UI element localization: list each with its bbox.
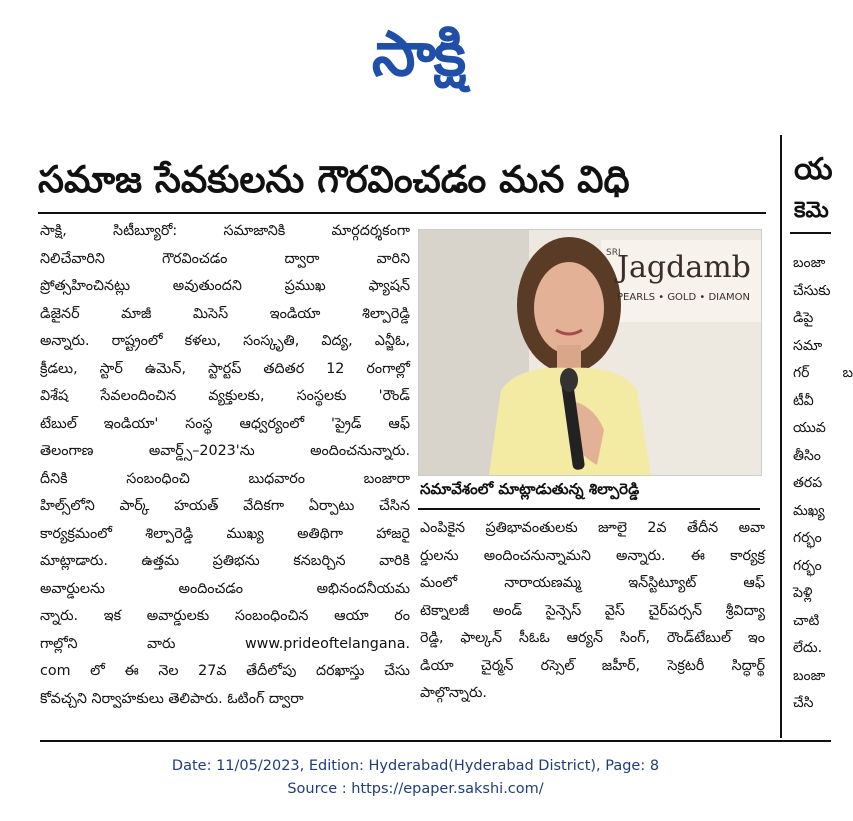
- text-line: మంలో నారాయణమ్మ ఇన్‌స్టిట్యూట్ ఆఫ్: [420, 575, 765, 591]
- text-line: పాల్గొన్నారు.: [420, 685, 487, 701]
- text-line: బంజా: [793, 255, 826, 271]
- text-line: బంజా: [793, 667, 826, 684]
- text-line: కోవచ్చని నిర్వాహకులు తెలిపారు. ఓటింగ్ ద్వారా: [40, 690, 304, 707]
- text-line: కార్యక్రమంలో శిల్పారెడ్డి ముఖ్య అతిథిగా హాజరై: [40, 525, 410, 542]
- column-separator: [780, 135, 782, 738]
- text-line: క్రీడలు, స్టార్ ఉమెన్, స్టార్టప్ తదితర 12 రంగాల్లో: [40, 360, 410, 377]
- logo-text: సాక్షి: [371, 17, 465, 90]
- text-line: యువ: [793, 420, 826, 436]
- side-article-column: [793, 250, 853, 718]
- text-line: గర్భం: [793, 557, 822, 574]
- text-line: ఎంపికైన ప్రతిభావంతులకు జూలై 2వ తేదీన అవా: [420, 520, 765, 536]
- text-line: ర్డులను అందించనున్నామని అన్నారు. ఈ కార్యక్ర: [420, 547, 765, 564]
- text-line: గాల్లోని వారు www.prideoftelangana.: [40, 635, 410, 652]
- text-line: అవార్డులను అందించడం అభినందనీయమ: [40, 580, 410, 597]
- side-headline-rule: [790, 232, 831, 234]
- text-line: టేబుల్ ఇండియా' సంస్థ ఆధ్వర్యంలో 'ప్రైడ్ ఆఫ్: [40, 415, 410, 432]
- banner-small-text: SRI: [606, 248, 621, 258]
- text-line: అన్నారు. రాష్ట్రంలో కళలు, సంస్కృతి, విద్య, ఎన్జీఓ,: [40, 333, 410, 349]
- side-headline-line1: య: [794, 152, 833, 187]
- text-line: com లో ఈ నెల 27వ తేదీలోపు దరఖాస్తు చేసు: [40, 663, 410, 679]
- article-headline: సమాజ సేవకులను గౌరవించడం మన విధి: [38, 158, 630, 201]
- text-line: డియా చైర్మన్ రస్సెల్ జహీర్, సెక్రటరీ సిద్ధార్థ్: [420, 657, 765, 674]
- text-line: మఖ్య: [793, 502, 825, 519]
- text-line: చేసుకు: [793, 282, 831, 299]
- text-line: డిపై: [793, 310, 814, 326]
- side-headline-line2: కెమె: [794, 198, 829, 223]
- text-line: విశేష సేవలందించిన వ్యక్తులకు, సంస్థలకు 'రౌండ్: [40, 388, 410, 404]
- article-photo: [418, 229, 762, 476]
- bottom-rule: [40, 740, 831, 742]
- text-line: టెక్నాలజీ అండ్ సైన్సెస్ వైస్ చైర్‌పర్సన్ శ్రీవిద్యా: [420, 602, 765, 619]
- footer-source: Source : https://epaper.sakshi.com/: [287, 781, 544, 797]
- text-line: చాటి: [793, 612, 820, 629]
- text-line: దీనికి సంబంధించి బుధవారం బంజారా: [40, 470, 410, 487]
- banner-brand-text: Jagdamb: [617, 250, 751, 285]
- text-line: డిజైనర్ మాజీ మిసెస్ ఇండియా శిల్పారెడ్డి: [40, 305, 410, 322]
- text-line: గర్భం: [793, 530, 822, 546]
- text-line: ప్రోత్సహించినట్లు అవుతుందని ప్రముఖ ఫ్యాషన్: [40, 278, 410, 294]
- text-line: తరప: [793, 475, 823, 491]
- text-line: సాక్షి, సిటీబ్యూరో: సమాజానికి మార్గదర్శకంగా: [40, 223, 410, 239]
- headline-rule: [38, 212, 766, 214]
- text-line: నిలిచేవారిని గౌరవించడం ద్వారా వారిని: [40, 250, 410, 267]
- text-line: టీవీ: [793, 392, 814, 409]
- text-line: చేసి: [793, 695, 814, 711]
- text-line: పెళ్లి: [793, 585, 813, 601]
- banner-sub-text: PEARLS • GOLD • DIAMON: [617, 292, 750, 303]
- text-line: తెలంగాణ అవార్డ్స్–2023'ను అందించనున్నారు.: [40, 443, 410, 459]
- text-line: హిల్స్‌లోని పార్క్ హయత్ వేదికగా ఏర్పాటు చేసిన: [40, 498, 410, 514]
- text-line: తీసిం: [793, 447, 821, 464]
- text-line: గర్ బ: [793, 365, 853, 381]
- article-column-2: [420, 515, 765, 708]
- text-line: సమా: [793, 337, 823, 354]
- sakshi-logo: [318, 10, 518, 98]
- caption-rule: [418, 508, 760, 510]
- footer-date-edition: Date: 11/05/2023, Edition: Hyderabad(Hyderabad District), Page: 8: [171, 758, 660, 774]
- photo-caption: సమావేశంలో మాట్లాడుతున్న శిల్పారెడ్డి: [420, 480, 640, 498]
- text-line: రెడ్డి, ఫాల్కన్ సీఓఓ ఆర్యన్ సింగ్, రౌండ్‌టేబుల్ ఇం: [420, 630, 765, 646]
- article-column-1: [40, 218, 410, 713]
- text-line: మాట్లాడారు. ఉత్తమ ప్రతిభను కనబర్చిన వారికి: [40, 553, 410, 569]
- text-line: లేదు.: [793, 640, 823, 656]
- text-line: న్నారు. ఇక అవార్డులకు సంబంధించిన ఆయా రం: [40, 608, 410, 624]
